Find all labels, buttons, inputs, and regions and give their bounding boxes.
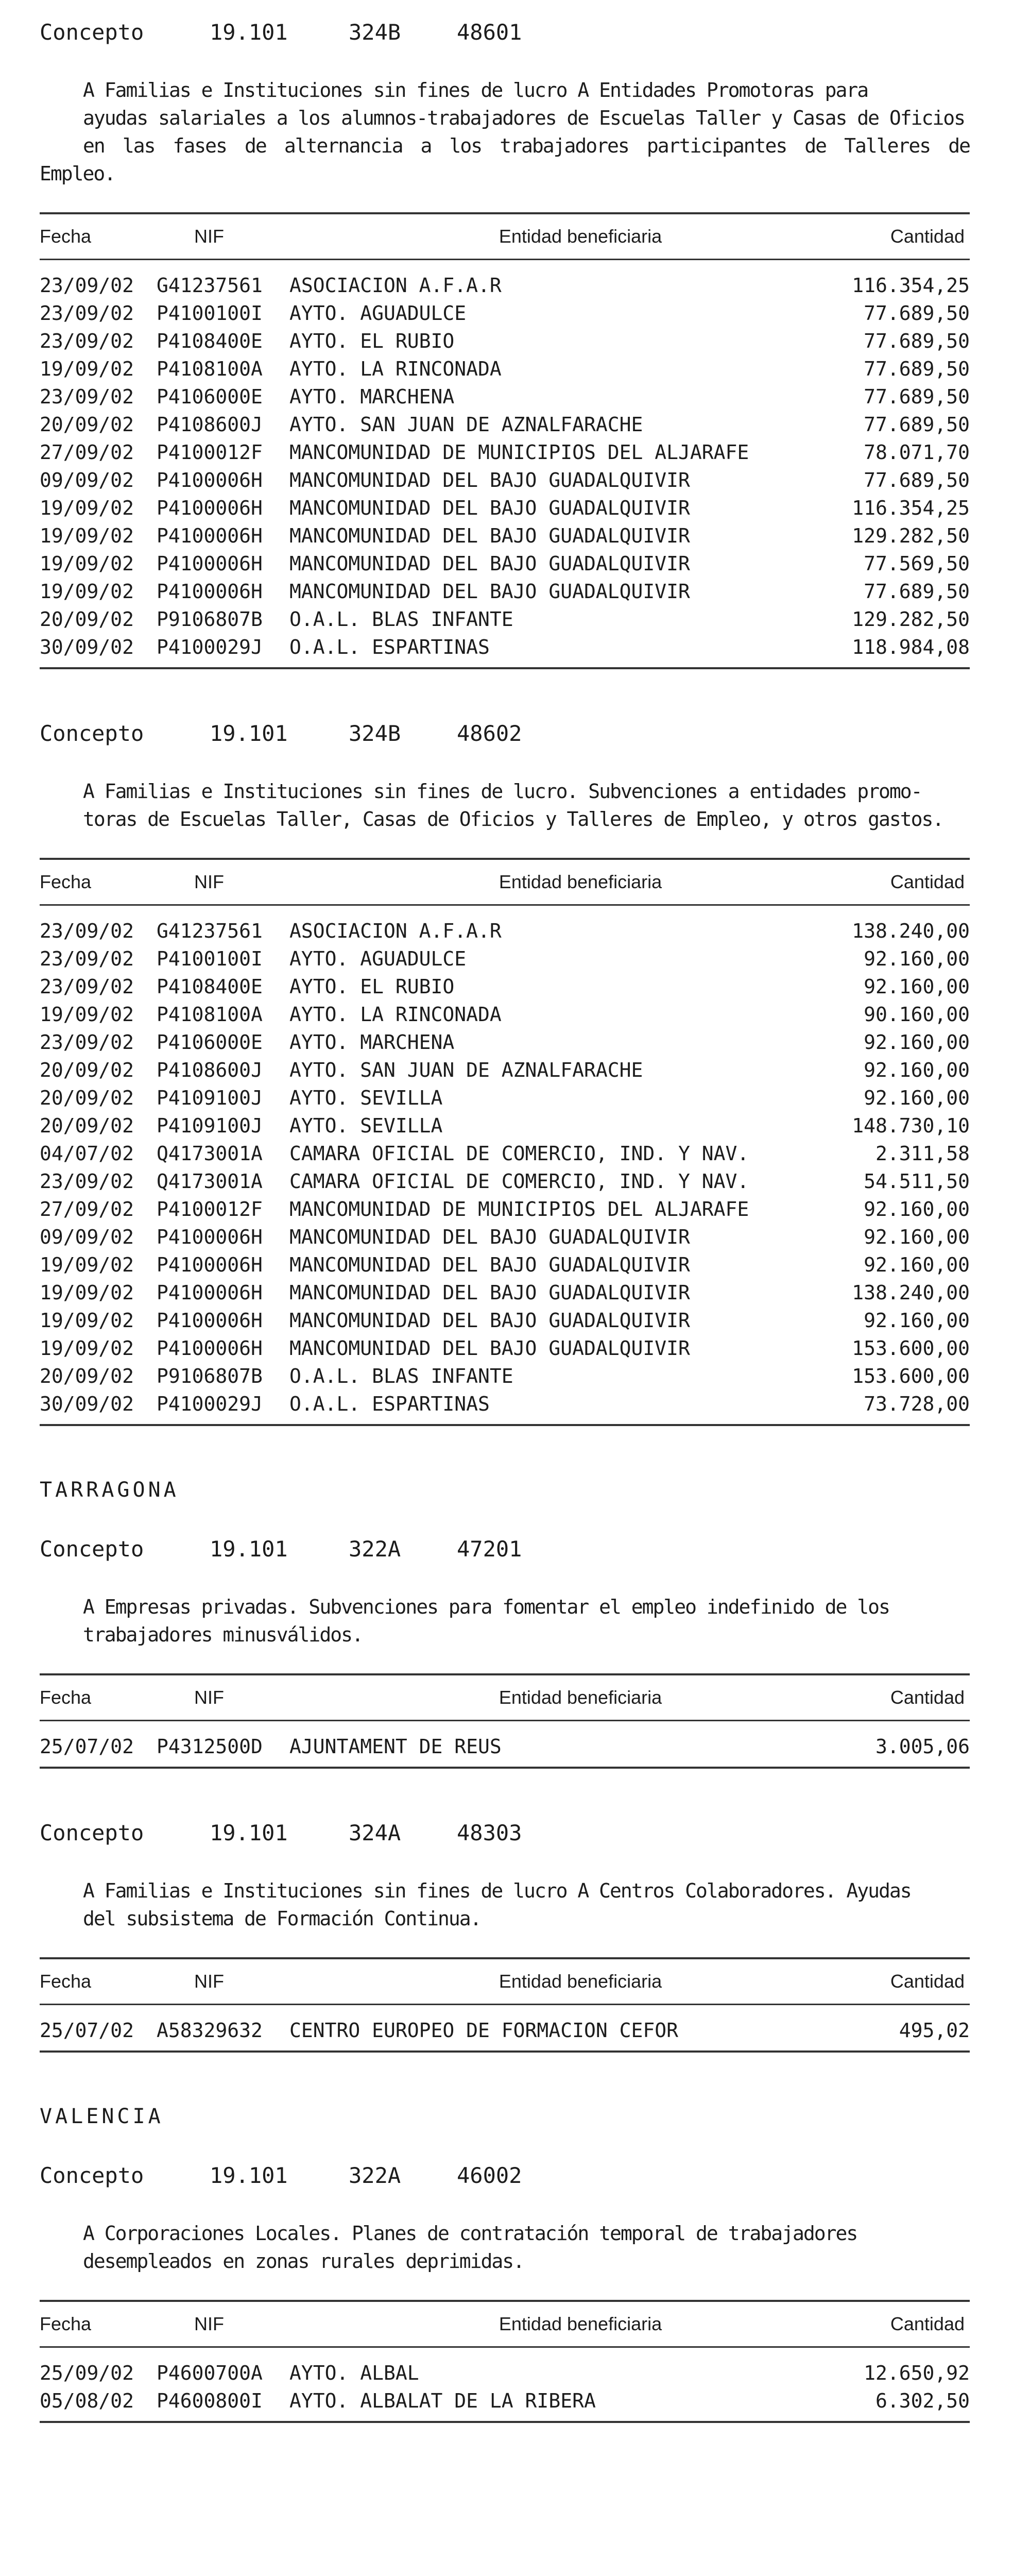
header-cantidad: Cantidad: [890, 1971, 965, 1992]
table-row: [40, 945, 970, 973]
cell-nif: Q4173001A: [157, 1142, 263, 1165]
concept-label: Concepto: [40, 20, 144, 45]
table-row: [40, 272, 970, 299]
cell-fecha: 25/07/02: [40, 2019, 134, 2042]
table-row: [40, 1112, 970, 1140]
cell-nif: P4600700A: [157, 2362, 263, 2384]
cell-entidad: CENTRO EUROPEO DE FORMACION CEFOR: [289, 2019, 678, 2042]
cell-fecha: 05/08/02: [40, 2389, 134, 2412]
cell-cantidad: 92.160,00: [864, 1059, 970, 1081]
cell-cantidad: 77.569,50: [864, 552, 970, 575]
cell-nif: P9106807B: [157, 1365, 263, 1387]
header-nif: NIF: [194, 871, 224, 892]
table-body: [40, 260, 970, 667]
cell-entidad: AYTO. LA RINCONADA: [289, 358, 502, 380]
concept-description: [40, 2219, 970, 2275]
cell-nif: P4100006H: [157, 1253, 263, 1276]
table-row: [40, 550, 970, 578]
cell-cantidad: 54.511,50: [864, 1170, 970, 1193]
cell-fecha: 19/09/02: [40, 580, 134, 603]
table-row: [40, 355, 970, 383]
cell-fecha: 23/09/02: [40, 385, 134, 408]
header-entidad: Entidad beneficiaria: [499, 2313, 662, 2334]
table-row: [40, 973, 970, 1001]
cell-nif: Q4173001A: [157, 1170, 263, 1193]
region-heading: TARRAGONA: [40, 1478, 179, 1502]
cell-entidad: MANCOMUNIDAD DEL BAJO GUADALQUIVIR: [289, 1309, 690, 1332]
cell-nif: P4100006H: [157, 1281, 263, 1304]
table-body: [40, 1721, 970, 1767]
concept-program: 324B: [349, 721, 401, 746]
concept-description: [40, 1593, 970, 1649]
table-row: [40, 1056, 970, 1084]
cell-entidad: MANCOMUNIDAD DEL BAJO GUADALQUIVIR: [289, 1337, 690, 1360]
cell-entidad: MANCOMUNIDAD DE MUNICIPIOS DEL ALJARAFE: [289, 1198, 749, 1221]
cell-cantidad: 92.160,00: [864, 1031, 970, 1054]
cell-nif: P4600800I: [157, 2389, 263, 2412]
cell-fecha: 25/07/02: [40, 1735, 134, 1758]
cell-entidad: AYTO. AGUADULCE: [289, 302, 467, 325]
cell-fecha: 19/09/02: [40, 552, 134, 575]
table-row: [40, 1028, 970, 1056]
cell-cantidad: 92.160,00: [864, 1226, 970, 1248]
concept-subconcept: 48601: [457, 20, 522, 45]
cell-entidad: MANCOMUNIDAD DEL BAJO GUADALQUIVIR: [289, 469, 690, 492]
cell-cantidad: 92.160,00: [864, 1253, 970, 1276]
cell-nif: G41237561: [157, 274, 263, 297]
cell-cantidad: 118.984,08: [852, 636, 970, 658]
concept-section: [40, 1478, 970, 1769]
table-row: [40, 383, 970, 411]
description-line: ayudas salariales a los alumnos-trabajadores de Escuelas Taller y Casas de Oficios: [83, 107, 965, 129]
header-nif: NIF: [194, 1687, 224, 1708]
concept-label: Concepto: [40, 1820, 144, 1845]
table-row: [40, 1001, 970, 1028]
cell-nif: P4100006H: [157, 1309, 263, 1332]
cell-nif: P4100006H: [157, 552, 263, 575]
cell-cantidad: 77.689,50: [864, 580, 970, 603]
cell-entidad: O.A.L. BLAS INFANTE: [289, 1365, 513, 1387]
cell-nif: P4109100J: [157, 1087, 263, 1109]
table-row: [40, 578, 970, 605]
concept-line: [40, 721, 970, 747]
table-row: [40, 438, 970, 466]
cell-nif: P4312500D: [157, 1735, 263, 1758]
header-entidad: Entidad beneficiaria: [499, 871, 662, 892]
table-header: [40, 860, 970, 906]
cell-fecha: 23/09/02: [40, 330, 134, 352]
table-row: [40, 327, 970, 355]
cell-fecha: 09/09/02: [40, 469, 134, 492]
header-cantidad: Cantidad: [890, 226, 965, 247]
cell-entidad: AYTO. MARCHENA: [289, 1031, 455, 1054]
description-line: desempleados en zonas rurales deprimidas.: [83, 2250, 524, 2273]
cell-fecha: 20/09/02: [40, 1087, 134, 1109]
header-fecha: Fecha: [40, 1971, 92, 1992]
cell-cantidad: 77.689,50: [864, 358, 970, 380]
table-row: [40, 1251, 970, 1279]
cell-nif: P4100029J: [157, 636, 263, 658]
cell-cantidad: 3.005,06: [875, 1735, 970, 1758]
concept-description: [40, 777, 970, 833]
cell-cantidad: 77.689,50: [864, 330, 970, 352]
region-heading: VALENCIA: [40, 2105, 164, 2128]
concept-line: [40, 1536, 970, 1562]
cell-entidad: O.A.L. ESPARTINAS: [289, 1393, 490, 1415]
concept-label: Concepto: [40, 1536, 144, 1562]
table-row: [40, 299, 970, 327]
cell-fecha: 20/09/02: [40, 413, 134, 436]
cell-fecha: 19/09/02: [40, 1003, 134, 1026]
cell-cantidad: 73.728,00: [864, 1393, 970, 1415]
cell-cantidad: 12.650,92: [864, 2362, 970, 2384]
table-row: [40, 466, 970, 494]
cell-entidad: AYTO. EL RUBIO: [289, 975, 455, 998]
table-row: [40, 2016, 970, 2044]
description-line: toras de Escuelas Taller, Casas de Oficios y Talleres de Empleo, y otros gastos.: [83, 808, 943, 831]
cell-cantidad: 90.160,00: [864, 1003, 970, 1026]
cell-nif: P4100006H: [157, 497, 263, 519]
document-body: [40, 20, 970, 2475]
concept-subconcept: 48602: [457, 721, 522, 746]
beneficiaries-table: [40, 858, 970, 1426]
cell-cantidad: 78.071,70: [864, 441, 970, 464]
concept-code: 19.101: [210, 20, 288, 45]
concept-label: Concepto: [40, 2163, 144, 2188]
table-row: [40, 1167, 970, 1195]
table-row: [40, 1362, 970, 1390]
cell-cantidad: 148.730,10: [852, 1114, 970, 1137]
concept-code: 19.101: [210, 721, 288, 746]
cell-fecha: 30/09/02: [40, 1393, 134, 1415]
beneficiaries-table: [40, 212, 970, 669]
concept-section: [40, 20, 970, 669]
cell-nif: P4108100A: [157, 1003, 263, 1026]
cell-entidad: MANCOMUNIDAD DEL BAJO GUADALQUIVIR: [289, 524, 690, 547]
table-row: [40, 522, 970, 550]
table-row: [40, 494, 970, 522]
cell-cantidad: 138.240,00: [852, 1281, 970, 1304]
description-line: A Familias e Instituciones sin fines de lucro A Entidades Promotoras para: [83, 79, 868, 101]
header-nif: NIF: [194, 226, 224, 247]
header-cantidad: Cantidad: [890, 871, 965, 892]
cell-entidad: MANCOMUNIDAD DE MUNICIPIOS DEL ALJARAFE: [289, 441, 749, 464]
cell-fecha: 23/09/02: [40, 1031, 134, 1054]
cell-nif: P4100100I: [157, 947, 263, 970]
cell-entidad: CAMARA OFICIAL DE COMERCIO, IND. Y NAV.: [289, 1142, 749, 1165]
cell-entidad: AYTO. EL RUBIO: [289, 330, 455, 352]
concept-description: [40, 1877, 970, 1933]
table-body: [40, 2348, 970, 2421]
cell-entidad: MANCOMUNIDAD DEL BAJO GUADALQUIVIR: [289, 497, 690, 519]
cell-fecha: 23/09/02: [40, 274, 134, 297]
header-fecha: Fecha: [40, 2313, 92, 2334]
table-row: [40, 1140, 970, 1167]
cell-entidad: AYTO. SAN JUAN DE AZNALFARACHE: [289, 1059, 643, 1081]
table-row: [40, 2359, 970, 2387]
cell-nif: P9106807B: [157, 608, 263, 631]
cell-cantidad: 92.160,00: [864, 1309, 970, 1332]
cell-fecha: 19/09/02: [40, 524, 134, 547]
cell-entidad: MANCOMUNIDAD DEL BAJO GUADALQUIVIR: [289, 1253, 690, 1276]
cell-nif: P4108100A: [157, 358, 263, 380]
cell-fecha: 23/09/02: [40, 920, 134, 942]
cell-nif: G41237561: [157, 920, 263, 942]
beneficiaries-table: [40, 1673, 970, 1769]
cell-fecha: 23/09/02: [40, 975, 134, 998]
cell-entidad: AYTO. LA RINCONADA: [289, 1003, 502, 1026]
concept-section: [40, 1820, 970, 2053]
concept-program: 322A: [349, 2163, 401, 2188]
cell-cantidad: 77.689,50: [864, 469, 970, 492]
cell-fecha: 27/09/02: [40, 441, 134, 464]
table-row: [40, 411, 970, 438]
cell-cantidad: 77.689,50: [864, 302, 970, 325]
concept-label: Concepto: [40, 721, 144, 746]
table-row: [40, 2387, 970, 2415]
cell-fecha: 19/09/02: [40, 1253, 134, 1276]
cell-cantidad: 153.600,00: [852, 1337, 970, 1360]
cell-cantidad: 129.282,50: [852, 524, 970, 547]
cell-cantidad: 92.160,00: [864, 947, 970, 970]
concept-code: 19.101: [210, 1536, 288, 1562]
header-nif: NIF: [194, 1971, 224, 1992]
cell-fecha: 23/09/02: [40, 302, 134, 325]
header-fecha: Fecha: [40, 871, 92, 892]
cell-entidad: MANCOMUNIDAD DEL BAJO GUADALQUIVIR: [289, 1281, 690, 1304]
cell-nif: P4100029J: [157, 1393, 263, 1415]
cell-nif: A58329632: [157, 2019, 263, 2042]
cell-entidad: AYTO. MARCHENA: [289, 385, 455, 408]
cell-entidad: AYTO. ALBAL: [289, 2362, 419, 2384]
concept-subconcept: 46002: [457, 2163, 522, 2188]
cell-nif: P4100100I: [157, 302, 263, 325]
description-line: A Familias e Instituciones sin fines de lucro. Subvenciones a entidades promo-: [83, 780, 922, 803]
cell-nif: P4100006H: [157, 580, 263, 603]
cell-cantidad: 6.302,50: [875, 2389, 970, 2412]
cell-fecha: 19/09/02: [40, 1337, 134, 1360]
cell-cantidad: 495,02: [899, 2019, 970, 2042]
header-entidad: Entidad beneficiaria: [499, 1687, 662, 1708]
table-header: [40, 1675, 970, 1721]
cell-cantidad: 129.282,50: [852, 608, 970, 631]
cell-cantidad: 2.311,58: [875, 1142, 970, 1165]
header-cantidad: Cantidad: [890, 2313, 965, 2334]
cell-fecha: 20/09/02: [40, 1114, 134, 1137]
cell-cantidad: 92.160,00: [864, 1198, 970, 1221]
cell-fecha: 23/09/02: [40, 1170, 134, 1193]
description-line: A Empresas privadas. Subvenciones para fomentar el empleo indefinido de los: [83, 1596, 889, 1618]
table-row: [40, 917, 970, 945]
cell-nif: P4100006H: [157, 1337, 263, 1360]
cell-fecha: 27/09/02: [40, 1198, 134, 1221]
cell-entidad: O.A.L. BLAS INFANTE: [289, 608, 513, 631]
cell-cantidad: 92.160,00: [864, 1087, 970, 1109]
cell-nif: P4108600J: [157, 1059, 263, 1081]
beneficiaries-table: [40, 1957, 970, 2053]
cell-fecha: 23/09/02: [40, 947, 134, 970]
cell-cantidad: 138.240,00: [852, 920, 970, 942]
header-fecha: Fecha: [40, 226, 92, 247]
header-nif: NIF: [194, 2313, 224, 2334]
description-line: trabajadores minusválidos.: [83, 1623, 363, 1646]
table-row: [40, 633, 970, 661]
cell-entidad: AYTO. AGUADULCE: [289, 947, 467, 970]
cell-nif: P4109100J: [157, 1114, 263, 1137]
concept-program: 324A: [349, 1820, 401, 1845]
cell-fecha: 19/09/02: [40, 1281, 134, 1304]
cell-fecha: 20/09/02: [40, 1365, 134, 1387]
cell-cantidad: 77.689,50: [864, 413, 970, 436]
table-header: [40, 214, 970, 260]
description-line: en las fases de alternancia a los trabajadores participantes de Talleres de Empleo.: [40, 134, 970, 185]
cell-nif: P4108600J: [157, 413, 263, 436]
cell-cantidad: 116.354,25: [852, 497, 970, 519]
cell-nif: P4100006H: [157, 469, 263, 492]
cell-fecha: 09/09/02: [40, 1226, 134, 1248]
concept-code: 19.101: [210, 1820, 288, 1845]
header-entidad: Entidad beneficiaria: [499, 1971, 662, 1992]
description-line: del subsistema de Formación Continua.: [83, 1907, 481, 1930]
cell-fecha: 20/09/02: [40, 608, 134, 631]
concept-section: [40, 721, 970, 1426]
concept-line: [40, 20, 970, 45]
table-row: [40, 1223, 970, 1251]
cell-entidad: ASOCIACION A.F.A.R: [289, 274, 502, 297]
cell-fecha: 25/09/02: [40, 2362, 134, 2384]
table-row: [40, 1733, 970, 1760]
table-row: [40, 1279, 970, 1307]
cell-fecha: 19/09/02: [40, 1309, 134, 1332]
table-header: [40, 1959, 970, 2005]
concept-line: [40, 2163, 970, 2189]
table-row: [40, 605, 970, 633]
concept-subconcept: 48303: [457, 1820, 522, 1845]
concept-description: [40, 76, 970, 188]
beneficiaries-table: [40, 2300, 970, 2423]
table-row: [40, 1307, 970, 1334]
cell-entidad: MANCOMUNIDAD DEL BAJO GUADALQUIVIR: [289, 1226, 690, 1248]
table-body: [40, 2005, 970, 2050]
table-row: [40, 1390, 970, 1418]
concept-line: [40, 1820, 970, 1846]
cell-nif: P4106000E: [157, 385, 263, 408]
cell-fecha: 19/09/02: [40, 358, 134, 380]
cell-cantidad: 153.600,00: [852, 1365, 970, 1387]
cell-entidad: AYTO. SEVILLA: [289, 1087, 443, 1109]
table-body: [40, 906, 970, 1424]
cell-fecha: 19/09/02: [40, 497, 134, 519]
cell-fecha: 20/09/02: [40, 1059, 134, 1081]
cell-nif: P4108400E: [157, 330, 263, 352]
cell-nif: P4100012F: [157, 1198, 263, 1221]
table-row: [40, 1084, 970, 1112]
table-row: [40, 1334, 970, 1362]
concept-code: 19.101: [210, 2163, 288, 2188]
header-cantidad: Cantidad: [890, 1687, 965, 1708]
table-header: [40, 2302, 970, 2348]
cell-entidad: AJUNTAMENT DE REUS: [289, 1735, 502, 1758]
concept-section: [40, 2104, 970, 2423]
cell-nif: P4100006H: [157, 1226, 263, 1248]
cell-entidad: AYTO. SAN JUAN DE AZNALFARACHE: [289, 413, 643, 436]
cell-cantidad: 116.354,25: [852, 274, 970, 297]
cell-entidad: MANCOMUNIDAD DEL BAJO GUADALQUIVIR: [289, 580, 690, 603]
cell-nif: P4100012F: [157, 441, 263, 464]
cell-fecha: 30/09/02: [40, 636, 134, 658]
cell-entidad: AYTO. ALBALAT DE LA RIBERA: [289, 2389, 596, 2412]
cell-entidad: AYTO. SEVILLA: [289, 1114, 443, 1137]
cell-cantidad: 92.160,00: [864, 975, 970, 998]
header-fecha: Fecha: [40, 1687, 92, 1708]
table-row: [40, 1195, 970, 1223]
cell-entidad: O.A.L. ESPARTINAS: [289, 636, 490, 658]
cell-entidad: CAMARA OFICIAL DE COMERCIO, IND. Y NAV.: [289, 1170, 749, 1193]
concept-program: 324B: [349, 20, 401, 45]
cell-fecha: 04/07/02: [40, 1142, 134, 1165]
description-line: A Corporaciones Locales. Planes de contratación temporal de trabajadores: [83, 2222, 857, 2245]
cell-nif: P4108400E: [157, 975, 263, 998]
concept-subconcept: 47201: [457, 1536, 522, 1562]
cell-cantidad: 77.689,50: [864, 385, 970, 408]
header-entidad: Entidad beneficiaria: [499, 226, 662, 247]
concept-program: 322A: [349, 1536, 401, 1562]
cell-entidad: ASOCIACION A.F.A.R: [289, 920, 502, 942]
description-line: A Familias e Instituciones sin fines de lucro A Centros Colaboradores. Ayudas: [83, 1879, 911, 1902]
cell-entidad: MANCOMUNIDAD DEL BAJO GUADALQUIVIR: [289, 552, 690, 575]
cell-nif: P4106000E: [157, 1031, 263, 1054]
cell-nif: P4100006H: [157, 524, 263, 547]
